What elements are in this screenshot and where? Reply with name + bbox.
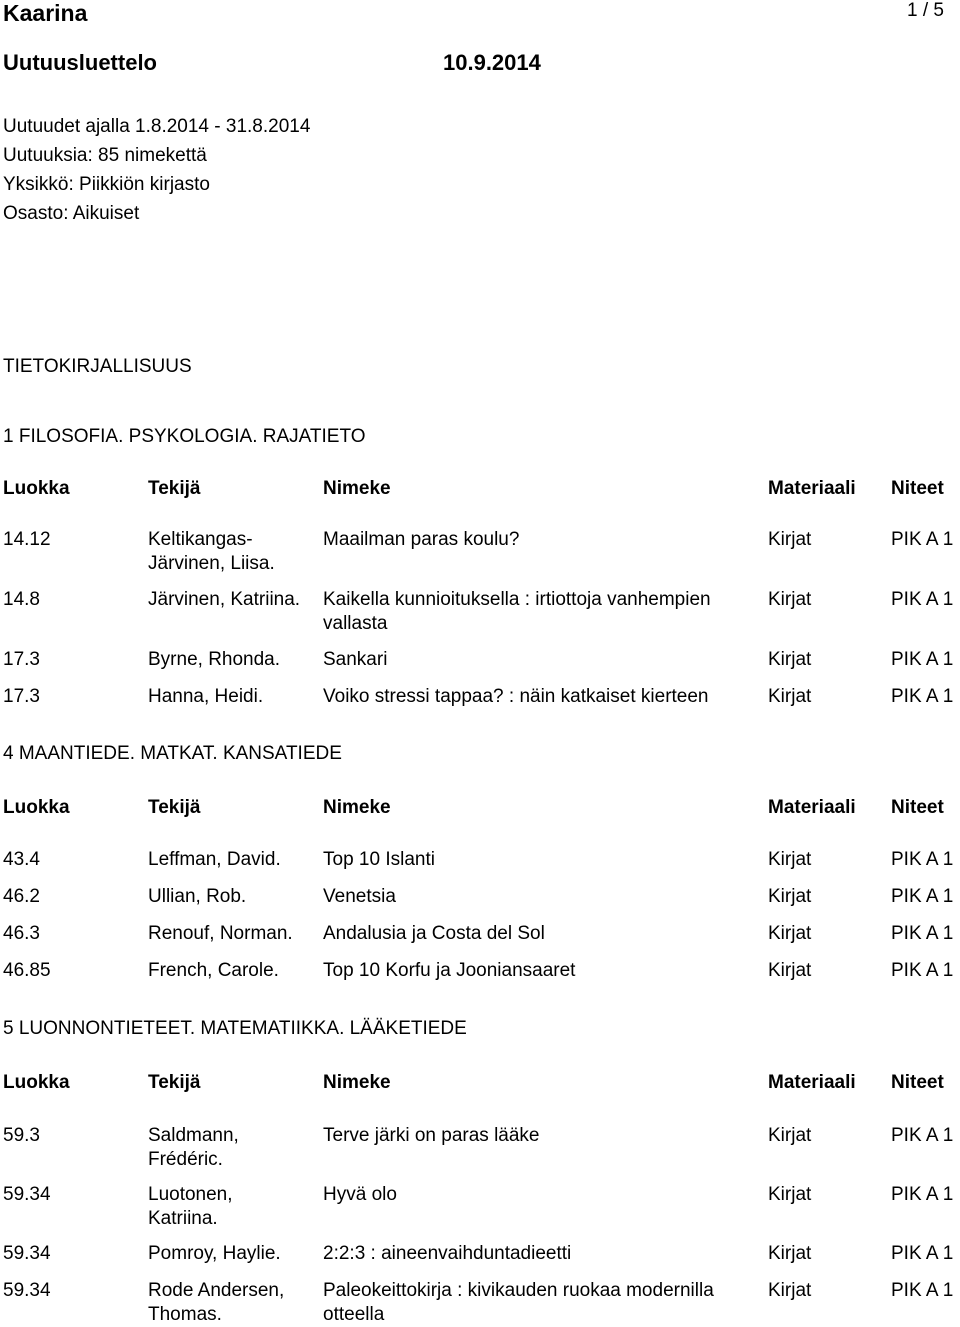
cell-material: Kirjat [768,960,812,981]
column-header-class: Luokka [3,478,70,499]
column-header-notes: Niteet [891,478,944,499]
cell-author: Järvinen, Katriina. [148,589,301,610]
cell-notes: PIK A 1 [891,1125,954,1146]
column-header-material: Materiaali [768,478,856,499]
cell-title: Terve järki on paras lääke [323,1125,540,1146]
column-header-material: Materiaali [768,1072,856,1093]
cell-author: Hanna, Heidi. [148,686,264,707]
section-heading: 5 LUONNONTIETEET. MATEMATIIKKA. LÄÄKETIEDE [3,1018,467,1039]
column-header-material: Materiaali [768,797,856,818]
cell-material: Kirjat [768,1184,812,1205]
cell-notes: PIK A 1 [891,923,954,944]
date-range: Uutuudet ajalla 1.8.2014 - 31.8.2014 [3,116,311,137]
cell-material: Kirjat [768,849,812,870]
app-title: Kaarina [3,0,88,26]
cell-notes: PIK A 1 [891,1243,954,1264]
section-heading: 4 MAANTIEDE. MATKAT. KANSATIEDE [3,743,342,764]
cell-class: 59.34 [3,1280,51,1301]
cell-notes: PIK A 1 [891,529,954,550]
cell-title: Hyvä olo [323,1184,397,1205]
cell-title: Kaikella kunnioituksella : irtiottoja vanhempien vallasta [323,589,711,634]
cell-title: Maailman paras koulu? [323,529,520,550]
cell-class: 17.3 [3,649,40,670]
cell-notes: PIK A 1 [891,849,954,870]
section-heading: 1 FILOSOFIA. PSYKOLOGIA. RAJATIETO [3,426,366,447]
cell-notes: PIK A 1 [891,1184,954,1205]
cell-title: Sankari [323,649,388,670]
cell-notes: PIK A 1 [891,589,954,610]
cell-notes: PIK A 1 [891,1280,954,1301]
cell-class: 14.8 [3,589,40,610]
cell-author: Luotonen, Katriina. [148,1184,233,1229]
cell-notes: PIK A 1 [891,649,954,670]
column-header-author: Tekijä [148,478,201,499]
cell-title: Top 10 Islanti [323,849,435,870]
cell-material: Kirjat [768,923,812,944]
cell-class: 59.34 [3,1184,51,1205]
cell-material: Kirjat [768,589,812,610]
cell-title: 2:2:3 : aineenvaihduntadieetti [323,1243,572,1264]
cell-author: Renouf, Norman. [148,923,293,944]
page-number: 1 / 5 [907,0,944,21]
column-header-notes: Niteet [891,797,944,818]
cell-title: Voiko stressi tappaa? : näin katkaiset kierteen [323,686,709,707]
item-count: Uutuuksia: 85 nimekettä [3,145,207,166]
cell-material: Kirjat [768,886,812,907]
column-header-title: Nimeke [323,1072,391,1093]
cell-material: Kirjat [768,649,812,670]
cell-author: Saldmann, Frédéric. [148,1125,239,1170]
cell-notes: PIK A 1 [891,960,954,981]
cell-title: Venetsia [323,886,396,907]
cell-author: Byrne, Rhonda. [148,649,281,670]
cell-title: Top 10 Korfu ja Jooniansaaret [323,960,576,981]
cell-class: 59.34 [3,1243,51,1264]
list-date: 10.9.2014 [443,50,541,75]
column-header-class: Luokka [3,797,70,818]
cell-class: 17.3 [3,686,40,707]
list-title: Uutuusluettelo [3,50,157,75]
column-header-notes: Niteet [891,1072,944,1093]
cell-notes: PIK A 1 [891,886,954,907]
cell-class: 46.2 [3,886,40,907]
cell-material: Kirjat [768,686,812,707]
cell-author: Keltikangas-Järvinen, Liisa. [148,529,275,574]
cell-class: 43.4 [3,849,40,870]
unit-name: Yksikkö: Piikkiön kirjasto [3,174,210,195]
cell-author: Ullian, Rob. [148,886,247,907]
column-header-author: Tekijä [148,1072,201,1093]
cell-author: Leffman, David. [148,849,281,870]
cell-class: 46.85 [3,960,51,981]
cell-material: Kirjat [768,1125,812,1146]
category-heading: TIETOKIRJALLISUUS [3,356,192,377]
cell-class: 46.3 [3,923,40,944]
cell-author: Pomroy, Haylie. [148,1243,281,1264]
cell-material: Kirjat [768,529,812,550]
column-header-author: Tekijä [148,797,201,818]
column-header-title: Nimeke [323,797,391,818]
cell-material: Kirjat [768,1243,812,1264]
cell-author: French, Carole. [148,960,279,981]
cell-title: Andalusia ja Costa del Sol [323,923,545,944]
column-header-title: Nimeke [323,478,391,499]
cell-class: 59.3 [3,1125,40,1146]
cell-title: Paleokeittokirja : kivikauden ruokaa modernilla otteella [323,1280,714,1325]
cell-notes: PIK A 1 [891,686,954,707]
cell-author: Rode Andersen, Thomas. [148,1280,285,1325]
department: Osasto: Aikuiset [3,203,140,224]
cell-class: 14.12 [3,529,51,550]
cell-material: Kirjat [768,1280,812,1301]
column-header-class: Luokka [3,1072,70,1093]
